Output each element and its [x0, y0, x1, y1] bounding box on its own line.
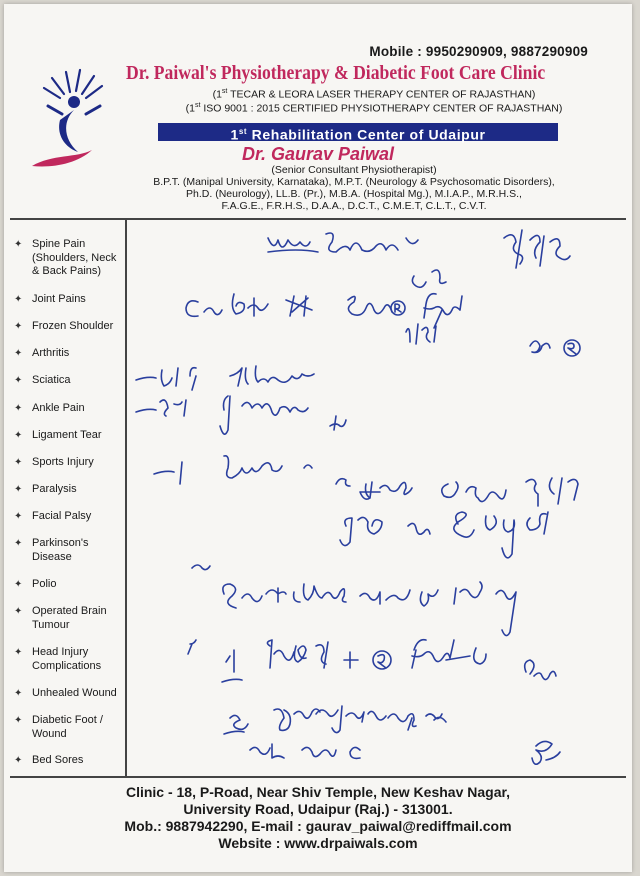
bullet-icon: ✦: [14, 538, 23, 549]
sidebar-item-head-injury: ✦ Head Injury Complications: [14, 646, 102, 672]
sidebar-item-sports-injury: ✦ Sports Injury: [14, 456, 94, 468]
doctor-name: Dr. Gaurav Paiwal: [241, 144, 395, 164]
doctor-designation: (Senior Consultant Physiotherapist): [271, 164, 437, 176]
handwritten-prescription: [126, 220, 632, 776]
footer-divider: [10, 776, 626, 778]
bullet-icon: ✦: [14, 375, 23, 386]
bullet-icon: ✦: [14, 430, 23, 441]
sidebar-item-unhealed-wound: ✦ Unhealed Wound: [14, 687, 117, 699]
bullet-icon: ✦: [14, 579, 23, 590]
sidebar-item-diabetic-foot: ✦ Diabetic Foot / Wound: [14, 714, 103, 740]
cert-line-tecar: (1st TECAR & LEORA LASER THERAPY CENTER OF RAJASTHAN): [212, 88, 536, 101]
sidebar-item-ankle-pain: ✦ Ankle Pain: [14, 402, 85, 414]
bullet-icon: ✦: [14, 688, 23, 699]
bullet-icon: ✦: [14, 715, 23, 726]
footer-contact: Mob.: 9887942290, E-mail : gaurav_paiwal@rediffmail.com: [124, 818, 512, 834]
bullet-icon: ✦: [14, 606, 23, 617]
bullet-icon: ✦: [14, 321, 23, 332]
bullet-icon: ✦: [14, 484, 23, 495]
bullet-icon: ✦: [14, 647, 23, 658]
bullet-icon: ✦: [14, 755, 23, 766]
sidebar-item-ligament-tear: ✦ Ligament Tear: [14, 429, 102, 441]
rehab-banner: 1st Rehabilitation Center of Udaipur: [158, 123, 558, 141]
sidebar-item-brain-tumour: ✦ Operated Brain Tumour: [14, 605, 107, 631]
sidebar-item-paralysis: ✦ Paralysis: [14, 483, 77, 495]
footer-website: Website : www.drpaiwals.com: [218, 835, 418, 851]
sidebar-item-spine-pain: ✦ Spine Pain (Shoulders, Neck & Back Pains): [14, 238, 117, 277]
mobile-numbers: Mobile : 9950290909, 9887290909: [369, 44, 588, 59]
bullet-icon: ✦: [14, 457, 23, 468]
sidebar-item-sciatica: ✦ Sciatica: [14, 374, 71, 386]
cert-line-iso: (1st ISO 9001 : 2015 CERTIFIED PHYSIOTHERAPY CENTER OF RAJASTHAN): [185, 102, 563, 115]
sidebar-item-bed-sores: ✦ Bed Sores: [14, 754, 84, 766]
sidebar-item-polio: ✦ Polio: [14, 578, 57, 590]
bullet-icon: ✦: [14, 511, 23, 522]
qualifications-line-2: Ph.D. (Neurology), LL.B. (Pr.), M.B.A. (Hospital Mg.), M.I.A.P., M.R.H.S.,: [186, 188, 522, 200]
sidebar-item-joint-pains: ✦ Joint Pains: [14, 293, 86, 305]
qualifications-line-3: F.A.G.E., F.R.H.S., D.A.A., D.C.T., C.M.E.T, C.L.T., C.V.T.: [221, 200, 487, 212]
bullet-icon: ✦: [14, 403, 23, 414]
prescription-page: [4, 4, 632, 872]
qualifications-line-1: B.P.T. (Manipal University, Karnataka), M.P.T. (Neurology & Psychosomatic Disorders),: [153, 176, 555, 188]
clinic-name: Dr. Paiwal's Physiotherapy & Diabetic Foot Care Clinic: [126, 62, 546, 84]
bullet-icon: ✦: [14, 294, 23, 305]
footer-address-1: Clinic - 18, P-Road, Near Shiv Temple, New Keshav Nagar,: [125, 784, 511, 800]
footer-address-2: University Road, Udaipur (Raj.) - 313001.: [183, 801, 453, 817]
bullet-icon: ✦: [14, 239, 23, 250]
bullet-icon: ✦: [14, 348, 23, 359]
sidebar-item-facial-palsy: ✦ Facial Palsy: [14, 510, 92, 522]
sidebar-item-frozen-shoulder: ✦ Frozen Shoulder: [14, 320, 114, 332]
sidebar-item-parkinsons: ✦ Parkinson's Disease: [14, 537, 89, 563]
sidebar-item-arthritis: ✦ Arthritis: [14, 347, 70, 359]
